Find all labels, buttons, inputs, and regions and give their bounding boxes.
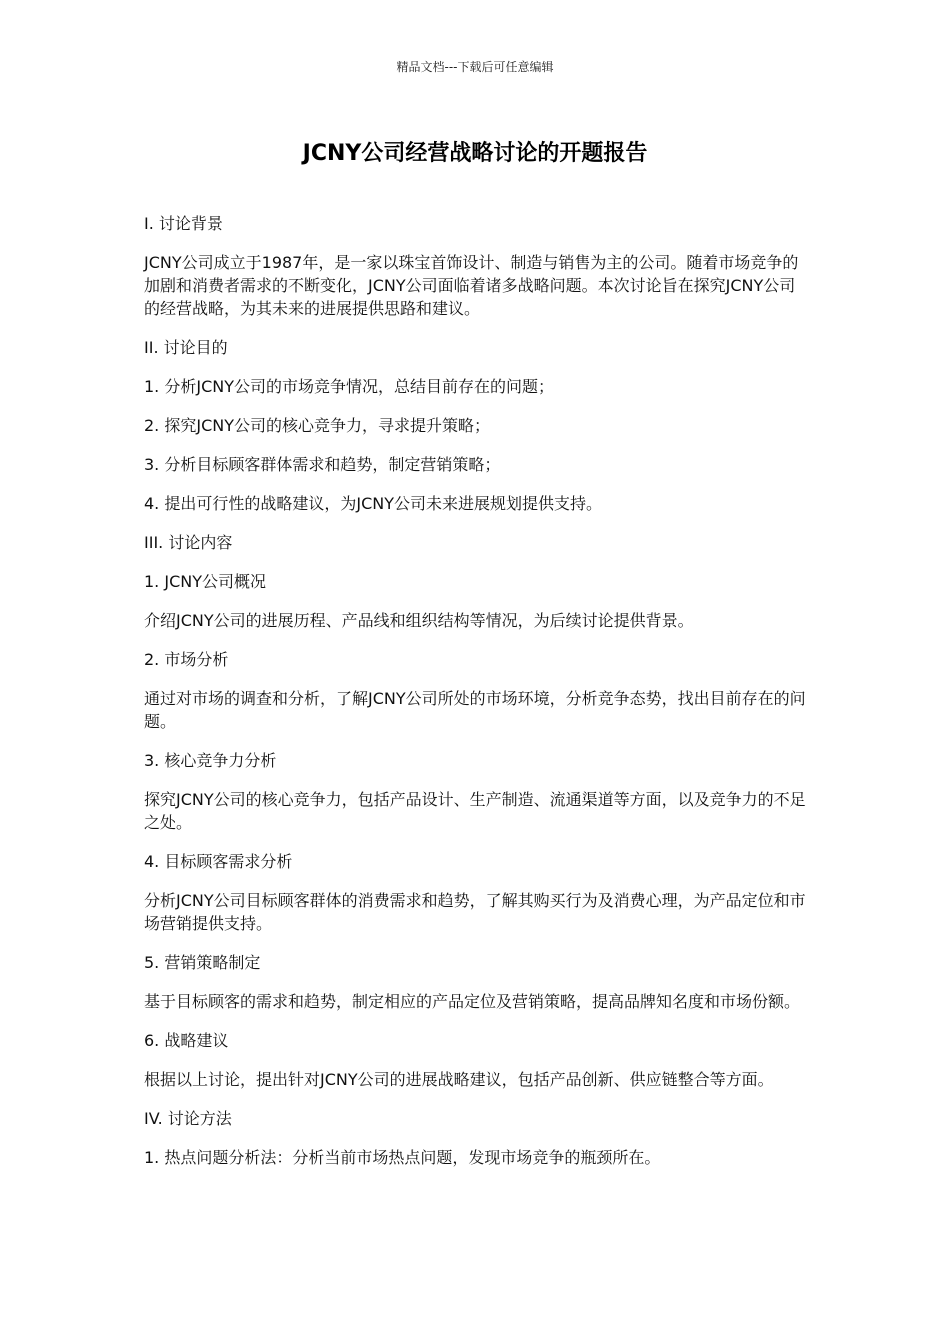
content-heading-4: 4. 目标顾客需求分析 (144, 852, 293, 871)
content-heading-2: 2. 市场分析 (144, 650, 229, 669)
content-heading-5: 5. 营销策略制定 (144, 953, 261, 972)
section-heading-method: IV. 讨论方法 (144, 1109, 232, 1128)
purpose-item-2: 2. 探究JCNY公司的核心竞争力，寻求提升策略； (144, 416, 490, 435)
content-paragraph-2: 通过对市场的调查和分析，了解JCNY公司所处的市场环境，分析竞争态势，找出目前存在的问题。 (144, 689, 806, 731)
paragraph-background: JCNY公司成立于1987年，是一家以珠宝首饰设计、制造与销售为主的公司。随着市场竞争的加剧和消费者需求的不断变化，JCNY公司面临着诸多战略问题。本次讨论旨在探究JCNY公司的经营战略，为其未来的进展提供思路和建议。 (144, 253, 799, 318)
content-paragraph-5: 基于目标顾客的需求和趋势，制定相应的产品定位及营销策略，提高品牌知名度和市场份额。 (144, 992, 801, 1011)
section-heading-background: I. 讨论背景 (144, 214, 223, 233)
content-paragraph-4: 分析JCNY公司目标顾客群体的消费需求和趋势，了解其购买行为及消费心理，为产品定位和市场营销提供支持。 (144, 891, 806, 933)
method-item-1: 1. 热点问题分析法：分析当前市场热点问题，发现市场竞争的瓶颈所在。 (144, 1148, 661, 1167)
section-heading-purpose: II. 讨论目的 (144, 338, 228, 357)
content-heading-1: 1. JCNY公司概况 (144, 572, 266, 591)
purpose-item-4: 4. 提出可行性的战略建议，为JCNY公司未来进展规划提供支持。 (144, 494, 602, 513)
content-paragraph-3: 探究JCNY公司的核心竞争力，包括产品设计、生产制造、流通渠道等方面，以及竞争力的不足之处。 (144, 790, 806, 832)
purpose-item-3: 3. 分析目标顾客群体需求和趋势，制定营销策略； (144, 455, 501, 474)
page-header-note: 精品文档---下载后可任意编辑 (396, 60, 554, 74)
document-body (144, 212, 810, 1185)
content-paragraph-6: 根据以上讨论，提出针对JCNY公司的进展战略建议，包括产品创新、供应链整合等方面。 (144, 1070, 774, 1089)
content-heading-6: 6. 战略建议 (144, 1031, 229, 1050)
content-heading-3: 3. 核心竞争力分析 (144, 751, 277, 770)
purpose-item-1: 1. 分析JCNY公司的市场竞争情况，总结目前存在的问题； (144, 377, 554, 396)
content-paragraph-1: 介绍JCNY公司的进展历程、产品线和组织结构等情况，为后续讨论提供背景。 (144, 611, 694, 630)
document-title: JCNY公司经营战略讨论的开题报告 (302, 141, 648, 166)
section-heading-content: III. 讨论内容 (144, 533, 233, 552)
